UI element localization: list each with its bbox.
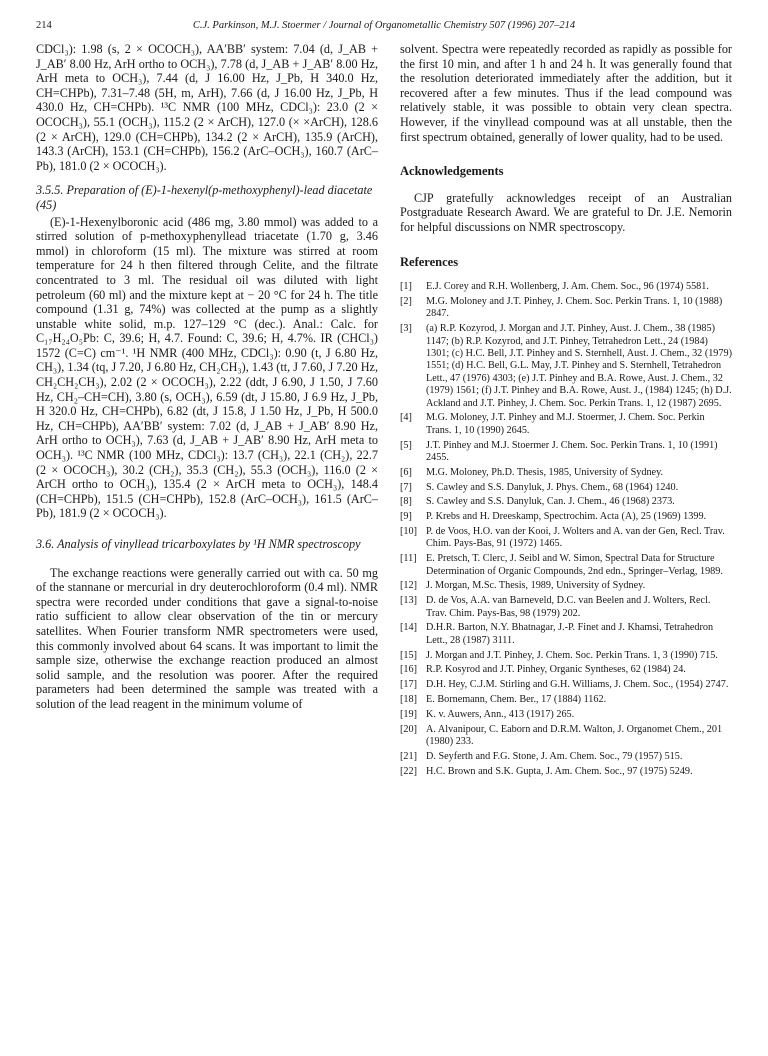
preparation-paragraph: (E)-1-Hexenylboronic acid (486 mg, 3.80 mmol) was added to a stirred solution of p-methoxyphenyllead triacetate (1.70 g, 3.46 mmol) in chloroform (15 ml). The mixture was stirred at room temperature for 24 h then filtered through Celite, and the filtrate concentrated to 3 ml. The residual oil was diluted with light petroleum (60 ml) and the mixture kept at − 20 °C for 24 h. The title compound (1.31 g, 74%) was collected at the pump as a slightly unstable white solid, m.p. 127–129 °C (dec.). Anal.: Calc. for C₁₇H₂₄O₅Pb: C, 39.6; H, 4.7. Found: C, 39.6; H, 4.7%. IR (CHCl₃) 1572 (C=C) cm⁻¹. ¹H NMR (400 MHz, CDCl₃): 0.90 (t, J 6.80 Hz, CH₃), 1.34 (tq, J 7.20, J 6.80 Hz, CH₂CH₃), 1.43 (tt, J 7.60, J 7.20 Hz, CH₂CH₂CH₃), 2.02 (2 × OCOCH₃), 2.22 (ddt, J 6.90, J 1.50, J 7.60 Hz, CH₂–CH=CH), 3.80 (s, OCH₃), 6.59 (dt, J 15.80, J 6.9 Hz, J_Pb, H 320.0 Hz, CH=CHPb), 6.82 (dt, J 15.8, J 1.50 Hz, J_Pb, H 500.0 Hz, CH=CHPb), AA′BB′ system: 7.02 (d, J_AB + J_AB′ 8.90 Hz, ArH ortho to OCH₃), 7.63 (d, J_AB + J_AB′ 8.90 Hz, ArH meta to OCH₃). ¹³C NMR (100 MHz, CDCl₃): 13.7 (CH₃), 22.1 (CH₂), 22.7 (2 × OCOCH₃), 30.2 (CH₂), 35.3 (CH₂), 55.3 (OCH₃), 116.0 (2 × ArCH ortho to OCH₃), 135.4 (2 × ArCH meta to OCH₃), 148.4 (CH=CHPb), 151.5 (CH=CHPb), 152.8 (ArC–OCH₃), 161.5 (ArC–Pb), 181.9 (2 × OCOCH₃).: [36, 214, 378, 521]
reference-number: [11]: [400, 553, 417, 565]
reference-item: [400, 496, 732, 508]
reference-text: D. Seyferth and F.G. Stone, J. Am. Chem. Soc., 79 (1957) 515.: [426, 750, 683, 762]
reference-number: [17]: [400, 679, 417, 691]
reference-number: [19]: [400, 708, 417, 720]
reference-text: H.C. Brown and S.K. Gupta, J. Am. Chem. Soc., 97 (1975) 5249.: [426, 765, 693, 777]
reference-number: [20]: [400, 723, 417, 735]
reference-item: [400, 724, 732, 749]
reference-number: [3]: [400, 323, 412, 335]
reference-number: [15]: [400, 649, 417, 661]
right-column: [400, 42, 732, 780]
reference-text: M.G. Moloney, J.T. Pinhey and M.J. Stoermer, J. Chem. Soc. Perkin Trans. 1, 10 (1990) 2645.: [426, 412, 705, 436]
reference-item: [400, 553, 732, 578]
reference-text: D. de Vos, A.A. van Barneveld, D.C. van Beelen and J. Wolters, Recl. Trav. Chim. Pays-Bas, 98 (1979) 202.: [426, 595, 711, 619]
acknowledgements-heading: Acknowledgements: [400, 164, 504, 179]
reference-text: K. v. Auwers, Ann., 413 (1917) 265.: [426, 708, 575, 720]
reference-number: [16]: [400, 664, 417, 676]
reference-number: [7]: [400, 481, 412, 493]
analysis-paragraph: The exchange reactions were generally carried out with ca. 50 mg of the stannane or mercurial in dry deuterochloroform (0.4 ml). NMR spectra were recorded under conditions that gave a signal-to-noise ratio sufficient to allow clear observation of the tin or mercury satellites. When Fourier transform NMR spectrometers were used, this commonly involved about 64 scans. It was important to limit the sample size, otherwise the exchange reaction produced an almost solid sample, and the resolution was poorer. After the required parameters had been determined the sample was treated with a solution of the lead reagent in the minimum volume of: [36, 565, 378, 711]
analysis-paragraph-continued: solvent. Spectra were repeatedly recorded as rapidly as possible for the first 10 min, and after 1 h and 24 h. It was generally found that the resolution deteriorated immediately after the addition, but it recovered after a few minutes. Thus if the lead compound was relatively stable, it was possible to obtain very clean spectra. However, if the vinyllead compound was at all unstable, then the first spectrum obtained, generally of lower quality, had to be used.: [400, 42, 732, 144]
reference-text: S. Cawley and S.S. Danyluk, J. Phys. Chem., 68 (1964) 1240.: [426, 481, 679, 493]
reference-text: E.J. Corey and R.H. Wollenberg, J. Am. Chem. Soc., 96 (1974) 5581.: [426, 281, 709, 293]
reference-item: [400, 694, 732, 706]
acknowledgements-text: CJP gratefully acknowledges receipt of an Australian Postgraduate Research Award. We are grateful to Dr. J.E. Nemorin for helpful discussions on NMR spectroscopy.: [400, 190, 732, 234]
references-heading: References: [400, 254, 459, 269]
reference-text: S. Cawley and S.S. Danyluk, Can. J. Chem., 46 (1968) 2373.: [426, 496, 675, 508]
page-header: [36, 20, 732, 36]
reference-number: [6]: [400, 466, 412, 478]
left-column: [36, 42, 378, 712]
page-number: 214: [36, 20, 52, 31]
reference-item: [400, 664, 732, 676]
reference-number: [18]: [400, 693, 417, 705]
reference-text: P. Krebs and H. Dreeskamp, Spectrochim. Acta (A), 25 (1969) 1399.: [426, 511, 707, 523]
reference-item: [400, 679, 732, 691]
reference-number: [10]: [400, 525, 417, 537]
reference-text: M.G. Moloney, Ph.D. Thesis, 1985, University of Sydney.: [426, 466, 664, 478]
reference-number: [5]: [400, 439, 412, 451]
reference-text: E. Bornemann, Chem. Ber., 17 (1884) 1162.: [426, 693, 607, 705]
reference-item: [400, 440, 732, 465]
reference-item: [400, 766, 732, 778]
reference-item: [400, 622, 732, 647]
reference-text: D.H. Hey, C.J.M. Stirling and G.H. Williams, J. Chem. Soc., (1954) 2747.: [426, 679, 729, 691]
reference-text: R.P. Kosyrod and J.T. Pinhey, Organic Syntheses, 62 (1984) 24.: [426, 664, 686, 676]
reference-number: [12]: [400, 580, 417, 592]
reference-number: [21]: [400, 750, 417, 762]
reference-list: [400, 281, 732, 778]
reference-text: J. Morgan, M.Sc. Thesis, 1989, University of Sydney.: [426, 580, 646, 592]
reference-number: [2]: [400, 295, 412, 307]
reference-number: [1]: [400, 281, 412, 293]
reference-item: [400, 580, 732, 592]
reference-number: [9]: [400, 511, 412, 523]
reference-text: (a) R.P. Kozyrod, J. Morgan and J.T. Pinhey, Aust. J. Chem., 38 (1985) 1147; (b) R.P. Kozyrod, and J.T. Pinhey, Tetrahedron Lett., 24 (1984) 1301; (c) H.C. Bell, J.T. Pinhey and S. Sternhell, Aust. J. Chem., 32 (1979) 1551; (d) H.C. Bell, G.L. May, J.T. Pinhey and S. Sternhell, Tetrahedron Lett., 47 (1976) 4303; (e) J.T. Pinhey and B.A. Rowe, Aust. J. Chem., 32 (1979) 1561; (f) J.T. Pinhey and B.A. Rowe, Aust. J., (1984) 1245; (h) D.J. Ackland and J.T. Pinhey, J. Chem. Soc. Perkin Trans. 1, 12 (1987) 2695.: [426, 323, 732, 409]
running-title: C.J. Parkinson, M.J. Stoermer / Journal of Organometallic Chemistry 507 (1996) 207–214: [192, 20, 576, 31]
nmr-data-paragraph: CDCl₃): 1.98 (s, 2 × OCOCH₃), AA′BB′ system: 7.04 (d, J_AB + J_AB′ 8.00 Hz, ArH ortho to OCH₃), 7.78 (d, J_AB + J_AB′ 8.00 Hz, ArH meta to OCH₃), 7.44 (d, J 16.00 Hz, J_Pb, H 340.0 Hz, CH=CHPb), 7.31–7.48 (5H, m, ArH), 7.66 (d, J 16.00 Hz, J_Pb, H 430.0 Hz, CH=CHPb). ¹³C NMR (100 MHz, CDCl₃): 23.0 (2 × OCOCH₃), 55.1 (OCH₃), 115.2 (2 × ArCH), 127.0 (× ×ArCH), 128.6 (2 × ArCH), 129.0 (CH=CHPb), 134.2 (2 × ArCH), 135.9 (ArCH), 143.3 (ArCH), 153.1 (CH=CHPb), 156.2 (ArC–OCH₃), 160.7 (ArC–Pb), 181.0 (2 × OCOCH₃).: [36, 42, 378, 173]
reference-number: [8]: [400, 496, 412, 508]
reference-item: [400, 595, 732, 620]
reference-text: E. Pretsch, T. Clerc, J. Seibl and W. Simon, Spectral Data for Structure Determination of Organic Compounds, 2nd edn., Springer–Verlag, 1989.: [426, 553, 723, 577]
reference-item: [400, 323, 732, 410]
reference-item: [400, 511, 732, 523]
reference-item: [400, 709, 732, 721]
reference-text: D.H.R. Barton, N.Y. Bhatnagar, J.-P. Finet and J. Khamsi, Tetrahedron Lett., 28 (1987) 3111.: [426, 622, 714, 646]
reference-text: J. Morgan and J.T. Pinhey, J. Chem. Soc. Perkin Trans. 1, 3 (1990) 715.: [426, 649, 718, 661]
reference-item: [400, 467, 732, 479]
reference-number: [14]: [400, 622, 417, 634]
reference-number: [22]: [400, 765, 417, 777]
reference-item: [400, 526, 732, 551]
reference-text: P. de Voos, H.O. van der Kooi, J. Wolters and A. van der Gen, Recl. Trav. Chim. Pays-Bas, 91 (1972) 1465.: [426, 525, 725, 550]
reference-text: M.G. Moloney and J.T. Pinhey, J. Chem. Soc. Perkin Trans. 1, 10 (1988) 2847.: [426, 295, 723, 320]
reference-item: [400, 412, 732, 437]
reference-text: A. Alvanipour, C. Eaborn and D.R.M. Walton, J. Organomet Chem., 201 (1980) 233.: [426, 723, 723, 747]
section-heading-3-6: 3.6. Analysis of vinyllead tricarboxylates by ¹H NMR spectroscopy: [36, 537, 361, 551]
reference-item: [400, 296, 732, 321]
reference-item: [400, 650, 732, 662]
reference-item: [400, 281, 732, 293]
reference-item: [400, 482, 732, 494]
reference-number: [13]: [400, 595, 417, 607]
reference-text: J.T. Pinhey and M.J. Stoermer J. Chem. Soc. Perkin Trans. 1, 10 (1991) 2455.: [426, 439, 718, 463]
reference-number: [4]: [400, 412, 412, 424]
section-heading-3-5-5: 3.5.5. Preparation of (E)-1-hexenyl(p-methoxyphenyl)-lead diacetate (45): [36, 183, 373, 212]
reference-item: [400, 751, 732, 763]
